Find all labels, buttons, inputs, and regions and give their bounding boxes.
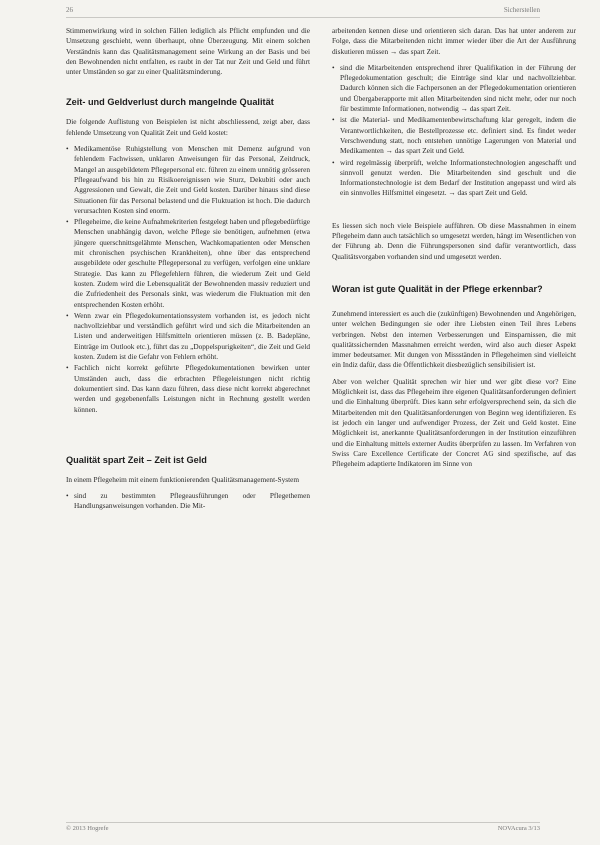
list-item: • ist die Material- und Medikamentenbewirtschaftung klar geregelt, indem die Verantwortlichkeiten, die Bestellprozesse etc. definiert sind. Es findet weder Verschwendung statt, noch entstehen unnötige Lagerungen von Material und Medikamenten → das spart Zeit und Geld. (332, 115, 576, 156)
page-header (66, 4, 540, 18)
footer-issue: NOVAcura 3/13 (497, 825, 540, 832)
heading-gute-qualitaet: Woran ist gute Qualität in der Pflege erkennbar? (332, 283, 543, 294)
heading-zeit-geldverlust: Zeit- und Geldverlust durch mangelnde Qualität (66, 97, 274, 108)
list-item: • Wenn zwar ein Pflegedokumentationssystem vorhanden ist, es jedoch nicht nachvollziehbar und verständlich geführt wird und sich die Mitarbeitenden an Listen und anderweitigen Hilfsmitteln orientieren müssen (z. B. Badepläne, Einträge im Outlook etc.), führt das zu „Doppelspurigkeiten“, die Zeit und Geld kosten. Zudem ist die Gefahr von Fehlern erhöht. (66, 311, 310, 362)
bullet-list (66, 491, 310, 512)
intro-paragraph: Stimmenwirkung wird in solchen Fällen lediglich als Pflicht empfunden und die Umsetzung geschieht, wenn überhaupt, ohne Überzeugung. Mit einem solchen Verständnis kann das Qualitätsmanagement seine Wirkung an der Basis und bei den Bewohnenden nicht entfalten, es raubt in der Tat nur Zeit und Geld und führt unter Umständen so gar zu einer Qualitätsminderung. (66, 26, 310, 77)
bullet-list (66, 144, 310, 415)
section-label: Sicherstellen (503, 6, 540, 14)
page-footer (66, 825, 540, 837)
footer-rule (66, 822, 540, 823)
paragraph: Es liessen sich noch viele Beispiele aufführen. Ob diese Massnahmen in einem Pflegeheim dann auch tatsächlich so umgesetzt werden, hängt im Wesentlichen von der Führung ab. Denn die Führungspersonen sind dafür verantwortlich, dass Qualitätsvorgaben vorhanden sind und umgesetzt werden. (332, 220, 576, 261)
continued-paragraph: arbeitenden kennen diese und orientieren sich daran. Das hat unter anderem zur Folge, dass die Mitarbeitenden nicht immer wieder über die Art der Ausführung diskutieren müssen → das spart Zeit. (332, 26, 576, 56)
footer-copyright: © 2013 Hogrefe (66, 825, 109, 832)
list-item: • sind die Mitarbeitenden entsprechend ihrer Qualifikation in der Führung der Pflegedokumentation geschult; die Einträge sind klar und nachvollziehbar. Dadurch können sich die Fachpersonen an der Pflegedokumentation orientieren und Übergaberapporte mit allen Mitarbeitenden sind nicht mehr, oder nur noch für bestimmte Informationen, notwendig → das spart Zeit. (332, 63, 576, 114)
paragraph: Die folgende Auflistung von Beispielen ist nicht abschliessend, zeigt aber, dass fehlende Umsetzung von Qualität Zeit und Geld kostet: (66, 117, 310, 137)
right-column (332, 26, 576, 475)
bullet-list (332, 63, 576, 199)
list-item: • Fachlich nicht korrekt geführte Pflegedokumentationen bewirken unter Umständen auch, dass die erbrachten Pflegeleistungen nicht richtig dokumentiert sind. Das kann dazu führen, dass diese nicht korrekt abgerechnet werden und gegebenenfalls Leistungen nicht in Rechnung gestellt werden können. (66, 363, 310, 414)
paragraph: In einem Pflegeheim mit einem funktionierenden Qualitätsmanagement-System (66, 474, 300, 484)
list-item: • Medikamentöse Ruhigstellung von Menschen mit Demenz aufgrund von fehlendem Fachwissen, unklaren Anweisungen für das Personal, Zeitdruck, Mangel an ausgebildetem Pflegepersonal etc. führen zu einem unnötig grösseren Pflegeaufwand bis hin zu Risikoereignissen wie Sturz, Dekubiti oder auch Aggressionen und Gewalt, die Zeit und Geld kosten. Darüber hinaus sind diese Situationen für das Personal belastend und die Fluktuation ist hoch. Die dadurch verursachten Kosten sind enorm. (66, 144, 310, 216)
list-item: • sind zu bestimmten Pflegeausführungen oder Pflegethemen Handlungsanweisungen vorhanden. Die Mit- (66, 491, 310, 512)
list-item: • Pflegeheime, die keine Aufnahmekriterien festgelegt haben und pflegebedürftige Menschen unabhängig davon, welche Pflege sie benötigen, aufnehmen (etwa jüngere querschnittsgelähmte Menschen, Wachkomapatienten oder Menschen mit chronischen psychischen Krankheiten), ohne über das entsprechend ausgebildete oder geschulte Pflegepersonal zu verfügen, verfolgen eine unklare Strategie. Das kann zu Pflegefehlern führen, die wiederum Zeit und Geld kosten. Zudem wird die Lebensqualität der Bewohnenden massiv reduziert und die Zufriedenheit des Personals sinkt, was wiederum die Fluktuation mit den entsprechenden Kosten erhöht. (66, 217, 310, 310)
page-number: 26 (66, 6, 73, 14)
header-rule (66, 17, 540, 18)
heading-qualitaet-spart-zeit: Qualität spart Zeit – Zeit ist Geld (66, 454, 207, 465)
list-item: • wird regelmässig überprüft, welche Informationstechnologien angeschafft und sinnvoll genutzt werden. Die Mitarbeitenden sind geschult und die Informationstechnologie ist dem Bedarf der Institution angepasst und wird als ein sinnvolles Hilfsmittel eingesetzt. → das spart Zeit und Geld. (332, 158, 576, 199)
left-column (66, 26, 310, 518)
paragraph: Aber von welcher Qualität sprechen wir hier und wer gibt diese vor? Eine Möglichkeit ist, dass das Pflegeheim ihre eigenen Qualitätsanforderungen definiert und die Einhaltung überprüft. Dies kann sehr erfolgversprechend sein, da sich die Mitarbeitenden mit den Qualitätsanforderungen von Beginn weg identifizieren. Es ist jedoch ein langer und aufwendiger Prozess, der Zeit und Geld kostet. Eine Möglichkeit ist, anerkannte Qualitätsanforderungen in der Institution einzuführen und die Einhaltung mittels externer Audits überprüfen zu lassen. Im Verfahren von Swiss Care Excellence Certificate der Concret AG sind spezifische, auf das Pflegeheim adaptierte Indikatoren im Sinne von (332, 376, 576, 469)
paragraph: Zunehmend interessiert es auch die (zukünftigen) Bewohnenden und Angehörigen, unter welchen Bedingungen sie oder ihre Liebsten einen Teil ihres Lebens verbringen. Nebst den internen Verbesserungen und Einsparnissen, die mit qualitätssichernden Massnahmen erreicht werden, wird also auch dieser Aspekt immer bedeutsamer. Mit dungen von Missständen in Pflegeheimen sind vielleicht ein Indiz dafür, dass die Öffentlichkeit diesbezüglich sensibilisiert ist. (332, 308, 576, 370)
